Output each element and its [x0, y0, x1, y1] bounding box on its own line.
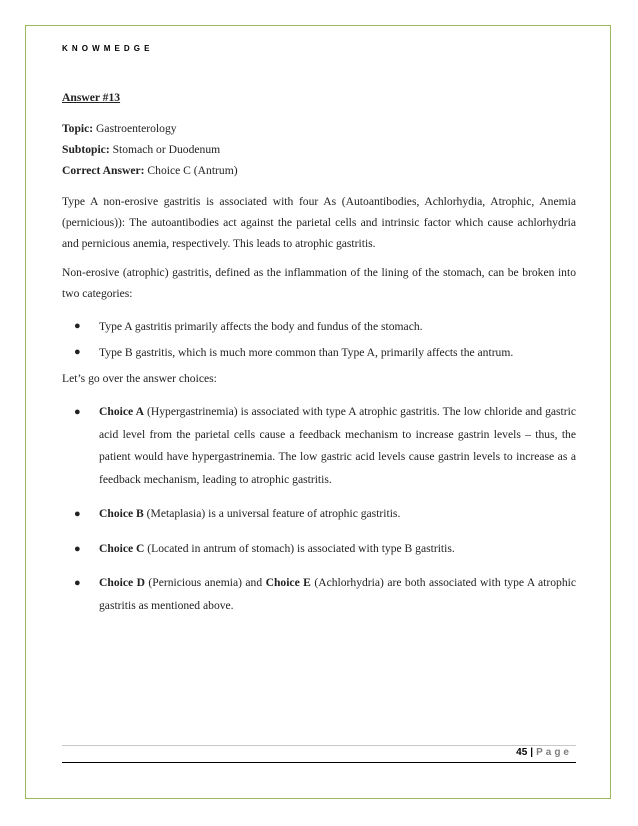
bullet-icon: ●: [74, 406, 81, 418]
choice-item: [62, 538, 576, 561]
choice-item: [62, 572, 576, 617]
list-item: [62, 316, 576, 337]
category-text: Type B gastritis, which is much more common than Type A, primarily affects the antrum.: [99, 346, 514, 359]
topic-value: Gastroenterology: [93, 122, 177, 135]
choice-item: [62, 401, 576, 491]
subtopic-line: [62, 139, 576, 160]
bullet-icon: ●: [74, 577, 81, 589]
choice-list: [62, 401, 576, 617]
bullet-icon: ●: [74, 508, 81, 520]
correct-answer-label: Correct Answer:: [62, 164, 145, 177]
bullet-icon: ●: [74, 346, 81, 358]
subtopic-value: Stomach or Duodenum: [109, 143, 221, 156]
choice-text: (Located in antrum of stomach) is associated with type B gastritis.: [144, 541, 455, 555]
page-separator: |: [530, 747, 534, 758]
topic-label: Topic:: [62, 122, 94, 135]
header-brand: KNOWMEDGE: [62, 44, 154, 53]
paragraph-choices-intro: Let’s go over the answer choices:: [62, 372, 217, 385]
choice-label: Choice D: [99, 576, 145, 589]
choice-label-2: Choice E: [265, 576, 311, 589]
answer-heading: Answer #13: [62, 91, 121, 104]
choice-label: Choice C: [99, 541, 145, 555]
correct-answer-line: [62, 160, 576, 181]
paragraph-non-erosive: Non-erosive (atrophic) gastritis, defined as the inflammation of the lining of the stomach, can be broken into two categories:: [62, 266, 576, 300]
category-text: Type A gastritis primarily affects the body and fundus of the stomach.: [99, 320, 423, 333]
document-body: [62, 90, 576, 629]
footer-divider: [62, 745, 576, 746]
correct-answer-value: Choice C (Antrum): [144, 164, 238, 177]
paragraph-type-a: Type A non-erosive gastritis is associated with four As (Autoantibodies, Achlorhydia, Atrophic, Anemia (pernicious)): The autoantibodies act against the parietal cells and intrinsic factor which cause achlorhydria and pernicious anemia, respectively. This leads to atrophic gastritis.: [62, 195, 576, 250]
list-item: [62, 342, 576, 363]
page-number-value: 45: [516, 747, 528, 758]
choice-text: (Pernicious anemia) and: [144, 576, 266, 589]
page-word: Page: [536, 747, 572, 758]
bullet-icon: ●: [74, 542, 81, 555]
choice-item: [62, 503, 576, 526]
choice-label: Choice A: [99, 405, 144, 418]
choice-label: Choice B: [99, 507, 144, 520]
subtopic-label: Subtopic:: [62, 143, 110, 156]
page-number: [516, 747, 572, 758]
topic-line: [62, 118, 576, 139]
bullet-icon: ●: [74, 320, 81, 332]
category-list: [62, 316, 576, 363]
footer-rule: [62, 762, 576, 763]
choice-text-2: (Achlorhydria) are both associated with type A atrophic gastritis as mentioned above.: [99, 576, 577, 612]
choice-text: (Hypergastrinemia) is associated with type A atrophic gastritis. The low chloride and gastric acid level from the parietal cells cause a feedback mechanism to increase gastrin levels – thus, the patient would have hypergastrinemia. The low gastric acid levels cause gastrin levels to increase as a feedback mechanism, leading to atrophic gastritis.: [99, 405, 576, 486]
choice-text: (Metaplasia) is a universal feature of atrophic gastritis.: [143, 507, 401, 520]
